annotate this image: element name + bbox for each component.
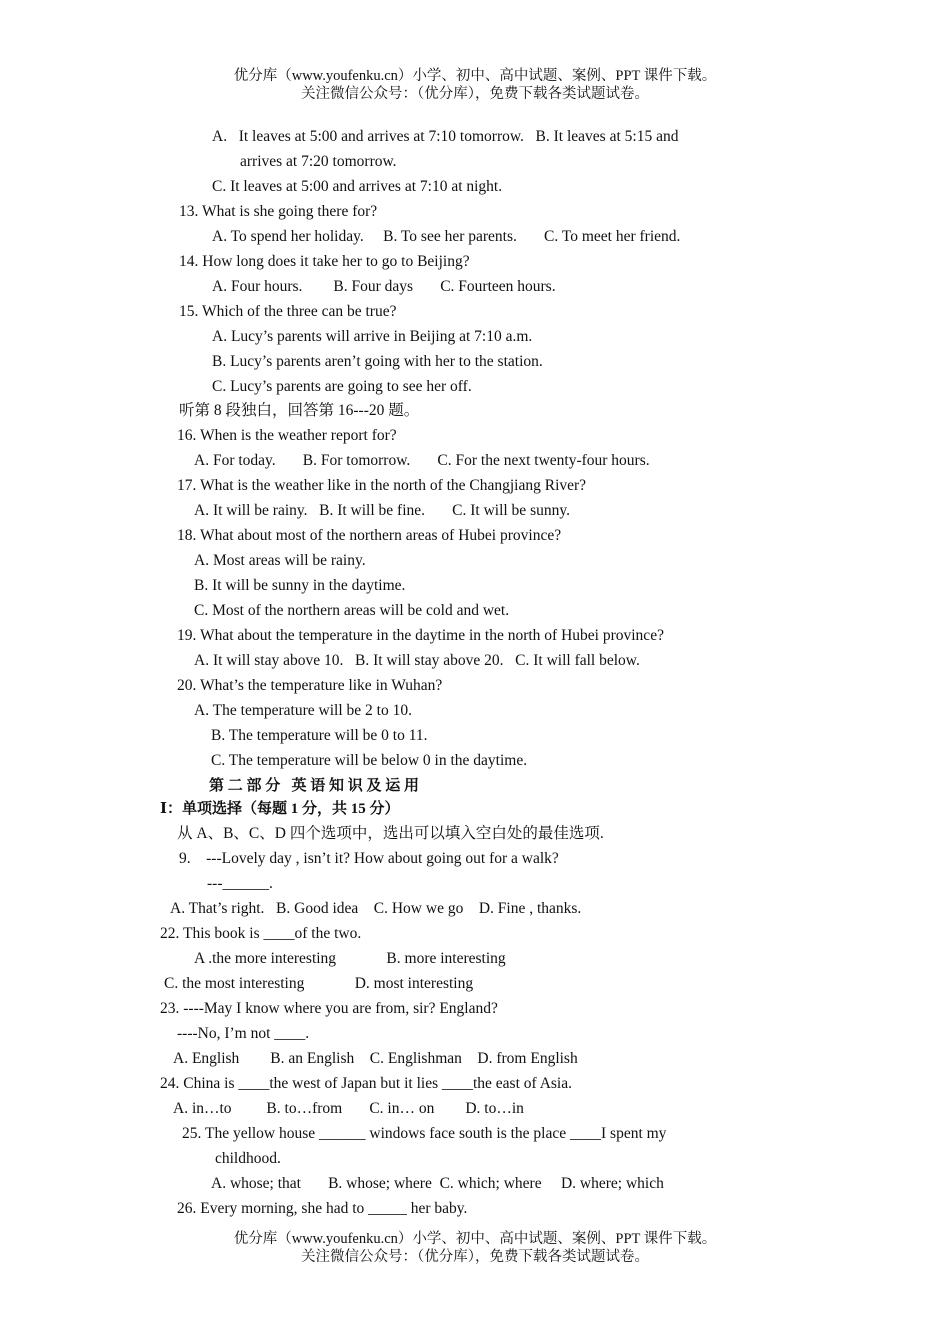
question-18: 18. What about most of the northern areas of Hubei province? [177, 527, 562, 544]
question-9-reply: ---______. [207, 875, 273, 892]
question-19: 19. What about the temperature in the daytime in the north of Hubei province? [177, 627, 664, 644]
question-26: 26. Every morning, she had to _____ her baby. [177, 1200, 468, 1217]
part-2-heading: 第 二 部 分 英 语 知 识 及 运 用 [209, 778, 420, 794]
question-9: 9. ---Lovely day , isn’t it? How about going out for a walk? [179, 850, 559, 867]
question-17: 17. What is the weather like in the north of the Changjiang River? [177, 477, 587, 494]
question-22: 22. This book is ____of the two. [160, 925, 362, 942]
question-17-options: A. It will be rainy. B. It will be fine. C. It will be sunny. [194, 502, 570, 519]
question-13: 13. What is she going there for? [179, 203, 378, 220]
question-15-option-b: B. Lucy’s parents aren’t going with her to the station. [212, 353, 543, 370]
question-23: 23. ----May I know where you are from, sir? England? [160, 1000, 498, 1017]
question-16-options: A. For today. B. For tomorrow. C. For the next twenty-four hours. [194, 452, 650, 469]
question-22-options-cd: C. the most interesting D. most interesting [164, 975, 474, 992]
question-13-options: A. To spend her holiday. B. To see her parents. C. To meet her friend. [212, 228, 681, 245]
question-14: 14. How long does it take her to go to Beijing? [179, 253, 470, 270]
question-18-option-a: A. Most areas will be rainy. [194, 552, 366, 569]
question-25-options: A. whose; that B. whose; where C. which; where D. where; which [211, 1175, 664, 1192]
q12-option-a-b: A. It leaves at 5:00 and arrives at 7:10 tomorrow. B. It leaves at 5:15 and [212, 128, 679, 145]
footer-line-1: 优分库（www.youfenku.cn）小学、初中、高中试题、案例、PPT 课件下载。 [233, 1231, 717, 1247]
footer-line-2: 关注微信公众号：（优分库），免费下载各类试题试卷。 [301, 1249, 649, 1265]
question-24: 24. China is ____the west of Japan but it lies ____the east of Asia. [160, 1075, 572, 1092]
question-22-options-ab: A .the more interesting B. more interesting [194, 950, 506, 967]
question-20-option-a: A. The temperature will be 2 to 10. [194, 702, 412, 719]
question-18-option-c: C. Most of the northern areas will be cold and wet. [194, 602, 510, 619]
q12-option-b-cont: arrives at 7:20 tomorrow. [240, 153, 397, 170]
question-23-reply: ----No, I’m not ____. [177, 1025, 310, 1042]
question-15-option-a: A. Lucy’s parents will arrive in Beijing at 7:10 a.m. [212, 328, 533, 345]
question-19-options: A. It will stay above 10. B. It will stay above 20. C. It will fall below. [194, 652, 640, 669]
question-9-options: A. That’s right. B. Good idea C. How we go D. Fine , thanks. [170, 900, 582, 917]
question-16: 16. When is the weather report for? [177, 427, 397, 444]
question-25: 25. The yellow house ______ windows face south is the place ____I spent my [182, 1125, 667, 1142]
section-1-heading: Ⅰ：单项选择（每题 1 分，共 15 分） [160, 801, 400, 817]
question-18-option-b: B. It will be sunny in the daytime. [194, 577, 406, 594]
question-25-cont: childhood. [215, 1150, 281, 1167]
header-line-1: 优分库（www.youfenku.cn）小学、初中、高中试题、案例、PPT 课件下载。 [233, 68, 717, 84]
section-1-instruction: 从 A、B、C、D 四个选项中，选出可以填入空白处的最佳选项. [177, 825, 604, 842]
section-8-instruction: 听第 8 段独白，回答第 16---20 题。 [179, 402, 420, 419]
header-line-2: 关注微信公众号：（优分库），免费下载各类试题试卷。 [301, 86, 649, 102]
q12-option-c: C. It leaves at 5:00 and arrives at 7:10 at night. [212, 178, 503, 195]
question-15-option-c: C. Lucy’s parents are going to see her off. [212, 378, 472, 395]
question-14-options: A. Four hours. B. Four days C. Fourteen hours. [212, 278, 556, 295]
question-20-option-c: C. The temperature will be below 0 in the daytime. [211, 752, 528, 769]
question-23-options: A. English B. an English C. Englishman D. from English [173, 1050, 578, 1067]
question-20: 20. What’s the temperature like in Wuhan? [177, 677, 443, 694]
question-15: 15. Which of the three can be true? [179, 303, 397, 320]
question-20-option-b: B. The temperature will be 0 to 11. [211, 727, 428, 744]
question-24-options: A. in…to B. to…from C. in… on D. to…in [173, 1100, 524, 1117]
